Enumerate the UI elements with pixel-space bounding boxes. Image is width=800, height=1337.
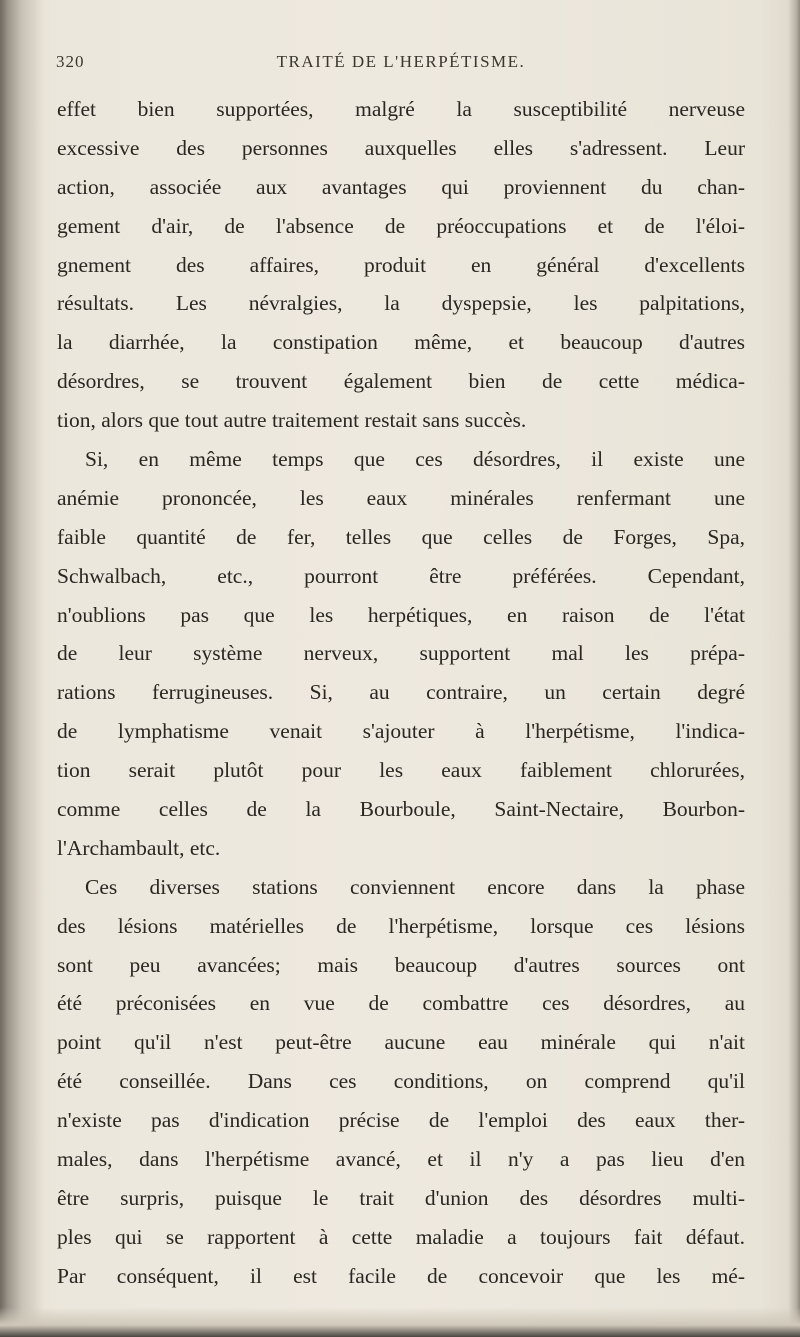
text-line: Par conséquent, il est facile de concevoir que les mé- bbox=[57, 1263, 745, 1288]
text-line: effet bien supportées, malgré la susceptibilité nerveuse bbox=[57, 97, 745, 121]
text-line: des lésions matérielles de l'herpétisme, lorsque ces lésions bbox=[57, 913, 745, 938]
text-line: point qu'il n'est peut-être aucune eau minérale qui n'ait bbox=[57, 1030, 745, 1055]
text-line: ples qui se rapportent à cette maladie a toujours fait défaut. bbox=[57, 1224, 745, 1249]
text-line: sont peu avancées; mais beaucoup d'autres sources ont bbox=[57, 952, 745, 977]
text-line: anémie prononcée, les eaux minérales renfermant une bbox=[57, 485, 745, 510]
text-line: la diarrhée, la constipation même, et beaucoup d'autres bbox=[57, 330, 745, 355]
binding-shadow bbox=[0, 0, 44, 1337]
text-line: Schwalbach, etc., pourront être préférées. Cependant, bbox=[57, 563, 745, 588]
text-line: n'existe pas d'indication précise de l'emploi des eaux ther- bbox=[57, 1108, 745, 1133]
text-line: de leur système nerveux, supportent mal les prépa- bbox=[57, 641, 745, 666]
text-line: Si, en même temps que ces désordres, il existe une bbox=[85, 447, 745, 472]
text-line: désordres, se trouvent également bien de cette médica- bbox=[57, 369, 745, 394]
text-line: gement d'air, de l'absence de préoccupations et de l'éloi- bbox=[57, 213, 745, 238]
text-line: gnement des affaires, produit en général d'excellents bbox=[57, 252, 745, 277]
body-text bbox=[57, 90, 745, 1296]
text-line: Ces diverses stations conviennent encore dans la phase bbox=[85, 874, 745, 899]
text-line: l'Archambault, etc. bbox=[57, 835, 221, 860]
bottom-edge-shadow bbox=[0, 1307, 800, 1337]
running-title: TRAITÉ DE L'HERPÉTISME. bbox=[276, 52, 526, 71]
text-line: n'oublions pas que les herpétiques, en raison de l'état bbox=[57, 602, 745, 627]
text-line: tion serait plutôt pour les eaux faiblement chlorurées, bbox=[57, 758, 745, 783]
running-header bbox=[56, 52, 746, 82]
text-line: être surpris, puisque le trait d'union des désordres multi- bbox=[57, 1185, 745, 1210]
page-number: 320 bbox=[56, 52, 85, 71]
text-line: de lymphatisme venait s'ajouter à l'herpétisme, l'indica- bbox=[57, 719, 745, 744]
text-line: tion, alors que tout autre traitement restait sans succès. bbox=[57, 408, 527, 433]
text-line: été conseillée. Dans ces conditions, on comprend qu'il bbox=[57, 1069, 745, 1094]
text-line: rations ferrugineuses. Si, au contraire, un certain degré bbox=[57, 680, 745, 705]
text-line: été préconisées en vue de combattre ces désordres, au bbox=[57, 991, 745, 1016]
text-line: résultats. Les névralgies, la dyspepsie, les palpitations, bbox=[57, 291, 745, 316]
page-edge-shadow bbox=[788, 0, 800, 1337]
text-line: action, associée aux avantages qui proviennent du chan- bbox=[57, 174, 745, 199]
text-line: males, dans l'herpétisme avancé, et il n'y a pas lieu d'en bbox=[57, 1147, 745, 1172]
text-line: excessive des personnes auxquelles elles s'adressent. Leur bbox=[57, 135, 745, 160]
text-line: faible quantité de fer, telles que celles de Forges, Spa, bbox=[57, 524, 745, 549]
text-line: comme celles de la Bourboule, Saint-Nectaire, Bourbon- bbox=[57, 797, 745, 822]
